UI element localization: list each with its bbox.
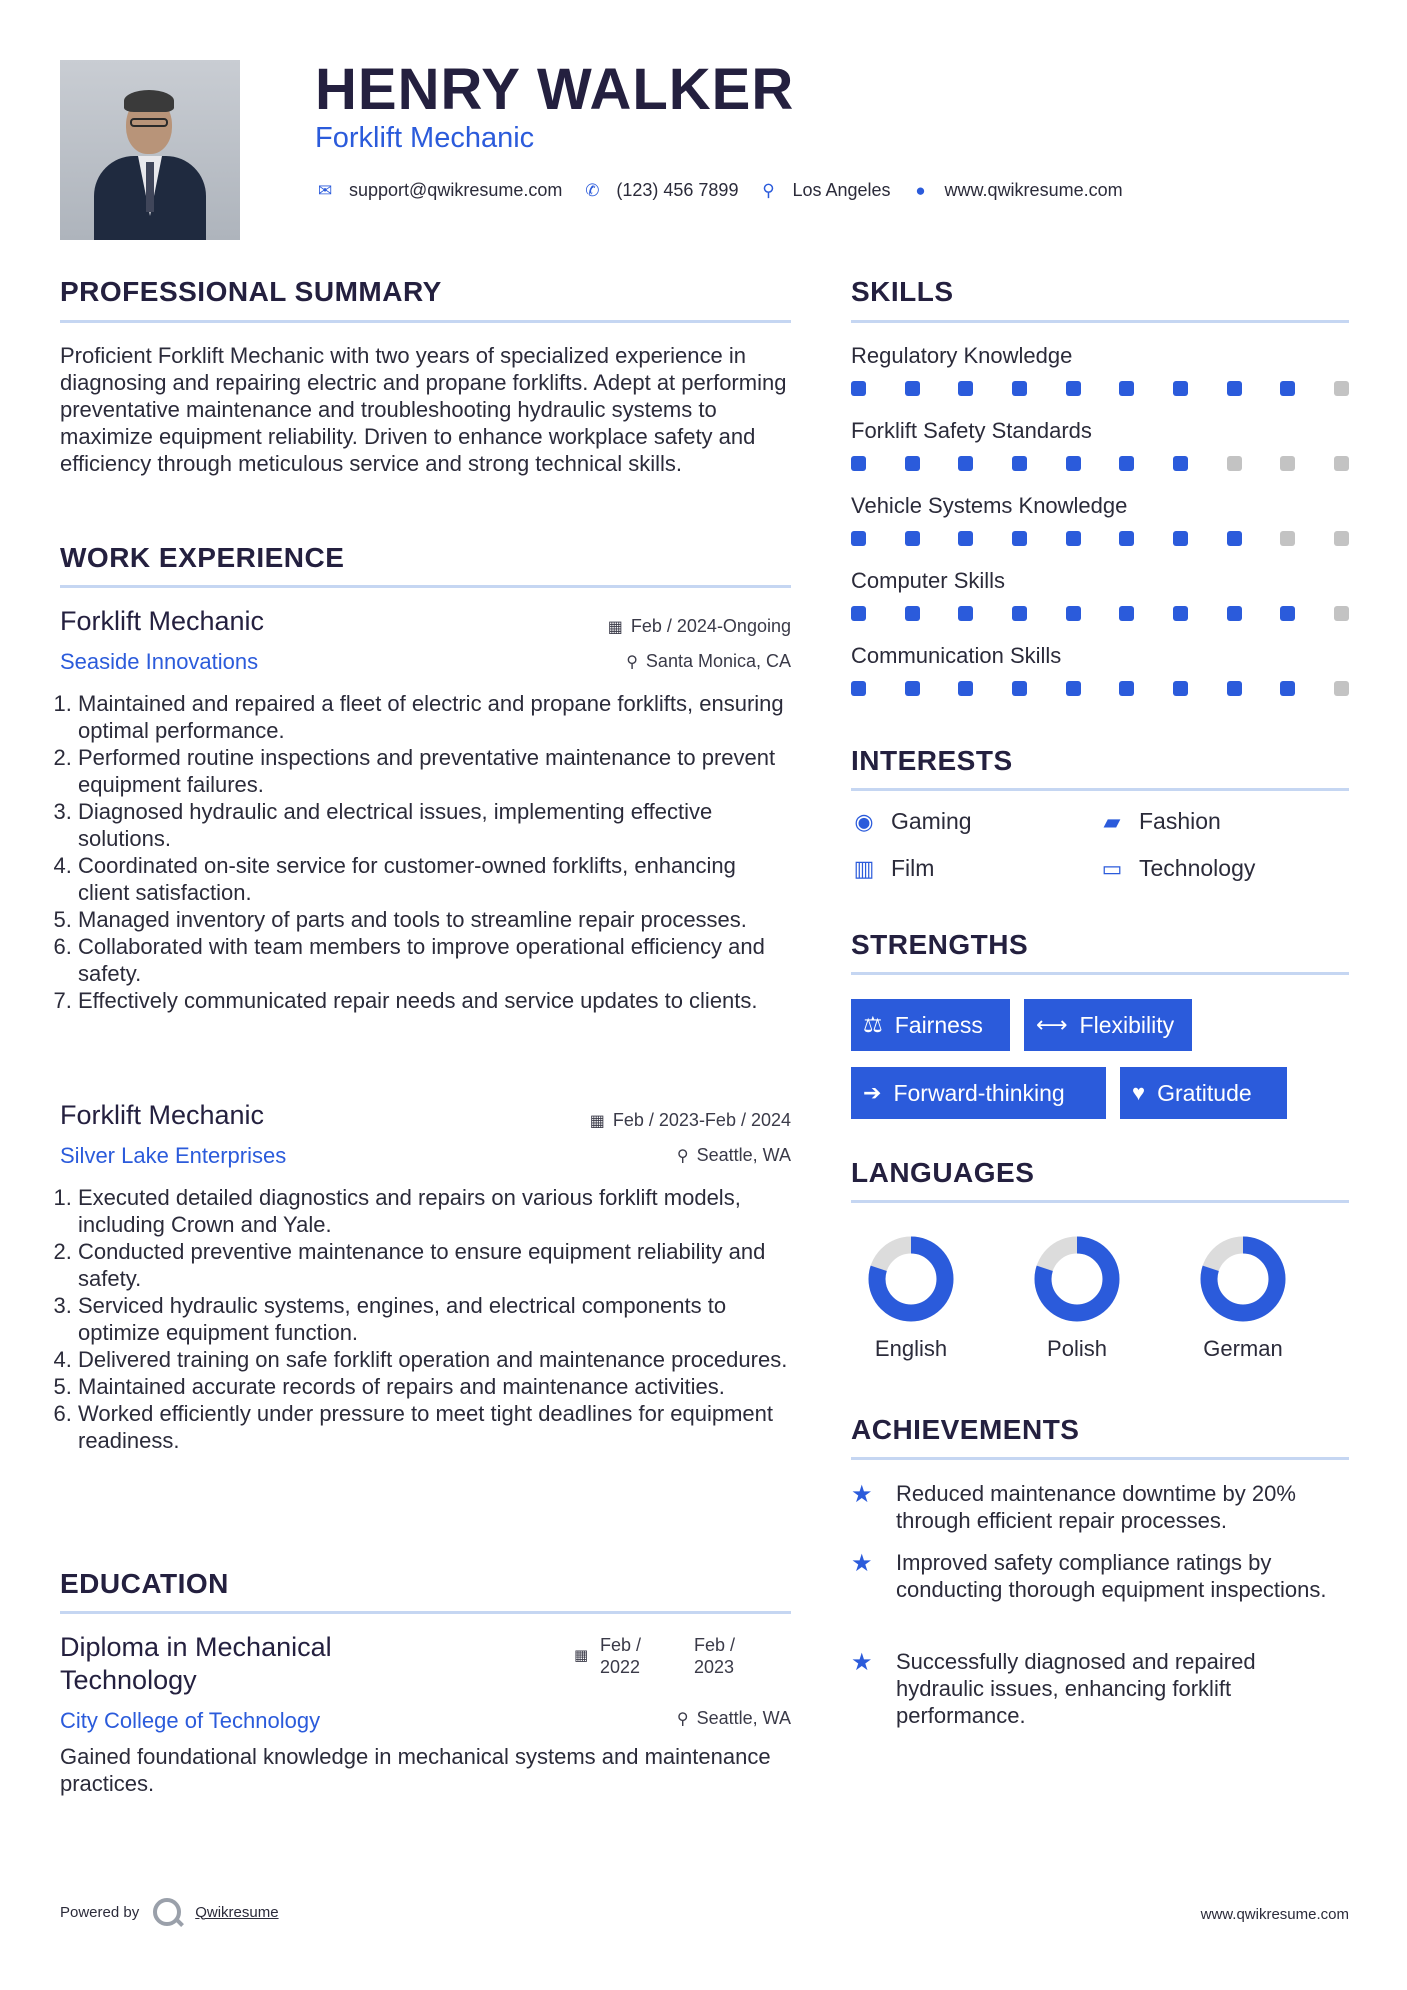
- rating-dot-filled: [1119, 381, 1134, 396]
- rating-dot-filled: [1280, 681, 1295, 696]
- strengths-heading: STRENGTHS: [851, 929, 1029, 960]
- arrows-horizontal-icon: ⟷: [1036, 1012, 1068, 1037]
- balance-scale-icon: ⚖: [863, 1012, 883, 1037]
- pin-icon: ⚲: [676, 1147, 689, 1165]
- skills-heading: SKILLS: [851, 276, 954, 307]
- skill-rating: [851, 381, 1349, 397]
- rating-dot-filled: [1173, 606, 1188, 621]
- job-location: ⚲ Santa Monica, CA: [626, 651, 791, 671]
- rating-dot-filled: [958, 381, 973, 396]
- skill-name: Communication Skills: [851, 643, 1062, 668]
- skill-rating: [851, 606, 1349, 622]
- language-donut: [1034, 1236, 1120, 1322]
- job-duty-item: 5. Maintained accurate records of repairs and maintenance activities.: [78, 1373, 791, 1400]
- pin-icon: ⚲: [676, 1710, 689, 1728]
- skill-rating: [851, 531, 1349, 547]
- rating-dot-filled: [1012, 606, 1027, 621]
- rating-dot-filled: [1280, 606, 1295, 621]
- rating-dot-filled: [1066, 531, 1081, 546]
- achievements-divider: [851, 1457, 1349, 1460]
- rating-dot-filled: [905, 531, 920, 546]
- rating-dot-filled: [958, 531, 973, 546]
- edu-date-start: Feb / 2022: [600, 1635, 642, 1677]
- job-duty-item: 4. Delivered training on safe forklift operation and maintenance procedures.: [78, 1346, 791, 1373]
- achievement-item: ★ Improved safety compliance ratings by conducting thorough equipment inspections.: [851, 1550, 1327, 1602]
- phone-icon: ✆: [585, 180, 600, 200]
- language-item: [1178, 1236, 1308, 1362]
- rating-dot-empty: [1280, 456, 1295, 471]
- rating-dot-filled: [1012, 381, 1027, 396]
- rating-dot-empty: [1334, 681, 1349, 696]
- strength-chip-gratitude: ♥ Gratitude: [1120, 1067, 1287, 1119]
- rating-dot-empty: [1227, 456, 1242, 471]
- achievement-item: ★ Reduced maintenance downtime by 20% through efficient repair processes.: [851, 1481, 1296, 1533]
- calendar-icon: ▦: [589, 1112, 605, 1130]
- arrow-right-icon: ➔: [863, 1080, 882, 1105]
- rating-dot-filled: [958, 681, 973, 696]
- profile-photo: [60, 60, 240, 240]
- summary-heading: PROFESSIONAL SUMMARY: [60, 276, 442, 307]
- calendar-icon: ▦: [607, 618, 623, 636]
- contact-email[interactable]: support@qwikresume.com: [349, 180, 563, 200]
- interest-gaming: ◉ Gaming: [851, 808, 972, 835]
- rating-dot-filled: [958, 606, 973, 621]
- language-donut: [1200, 1236, 1286, 1322]
- experience-divider: [60, 585, 791, 588]
- rating-dot-filled: [1173, 381, 1188, 396]
- language-name: Polish: [1047, 1336, 1107, 1361]
- footer-powered-by: Powered by Qwikresume: [60, 1898, 279, 1926]
- job-date: ▦ Feb / 2024-Ongoing: [607, 616, 791, 636]
- rating-dot-filled: [1227, 381, 1242, 396]
- rating-dot-filled: [905, 456, 920, 471]
- rating-dot-empty: [1334, 531, 1349, 546]
- rating-dot-empty: [1334, 606, 1349, 621]
- rating-dot-filled: [851, 381, 866, 396]
- rating-dot-filled: [905, 381, 920, 396]
- company-name[interactable]: Silver Lake Enterprises: [60, 1143, 287, 1168]
- rating-dot-filled: [1173, 456, 1188, 471]
- skills-divider: [851, 320, 1349, 323]
- strength-chip-flexibility: ⟷ Flexibility: [1024, 999, 1192, 1051]
- summary-text: Proficient Forklift Mechanic with two years of specialized experience in diagnosing and repairing electric and propane forklifts. Adept at performing preventative maintenance and troubleshooting hydraulic systems to maximize equipment reliability. Driven to enhance workplace safety and efficiency through meticulous service and strong technical skills.: [60, 343, 787, 476]
- experience-heading: WORK EXPERIENCE: [60, 542, 345, 573]
- candidate-role: Forklift Mechanic: [315, 122, 535, 154]
- heart-icon: ♥: [1132, 1080, 1146, 1105]
- gamepad-icon: ◉: [854, 808, 874, 834]
- school-name[interactable]: City College of Technology: [60, 1708, 321, 1733]
- strengths-divider: [851, 972, 1349, 975]
- job-duties-list: [60, 690, 791, 1014]
- rating-dot-empty: [1334, 381, 1349, 396]
- rating-dot-filled: [1119, 606, 1134, 621]
- rating-dot-filled: [1012, 456, 1027, 471]
- rating-dot-filled: [1173, 531, 1188, 546]
- rating-dot-filled: [1173, 681, 1188, 696]
- degree-title: Diploma in Mechanical Technology: [60, 1632, 332, 1695]
- edu-date-end: Feb / 2023: [694, 1635, 736, 1677]
- rating-dot-filled: [851, 531, 866, 546]
- qwikresume-logo-icon: [153, 1898, 181, 1926]
- summary-divider: [60, 320, 791, 323]
- interests-divider: [851, 788, 1349, 791]
- education-heading: EDUCATION: [60, 1568, 229, 1599]
- star-icon: ★: [851, 1481, 873, 1508]
- languages-divider: [851, 1200, 1349, 1203]
- job-duty-item: 6. Collaborated with team members to improve operational efficiency and safety.: [78, 933, 791, 987]
- calendar-icon: ▦: [574, 1647, 589, 1664]
- rating-dot-filled: [1227, 606, 1242, 621]
- contact-website[interactable]: www.qwikresume.com: [944, 180, 1123, 200]
- interest-fashion: ▰ Fashion: [1099, 808, 1221, 835]
- pin-icon: ⚲: [626, 653, 638, 671]
- rating-dot-filled: [1280, 381, 1295, 396]
- rating-dot-filled: [1119, 456, 1134, 471]
- shopping-bag-icon: ▰: [1103, 808, 1121, 834]
- job-duty-item: 1. Executed detailed diagnostics and repairs on various forklift models, including Crown and Yale.: [78, 1184, 791, 1238]
- job-duty-item: 3. Serviced hydraulic systems, engines, and electrical components to optimize equipment function.: [78, 1292, 791, 1346]
- skill-rating: [851, 456, 1349, 472]
- rating-dot-filled: [1227, 681, 1242, 696]
- job-duty-item: 3. Diagnosed hydraulic and electrical issues, implementing effective solutions.: [78, 798, 791, 852]
- job-duty-item: 4. Coordinated on-site service for customer-owned forklifts, enhancing client satisfaction.: [78, 852, 791, 906]
- rating-dot-filled: [1066, 381, 1081, 396]
- film-icon: ▥: [853, 855, 875, 881]
- laptop-icon: ▭: [1101, 855, 1123, 881]
- skill-name: Vehicle Systems Knowledge: [851, 493, 1128, 518]
- job-title: Forklift Mechanic: [60, 606, 265, 636]
- job-duty-item: 7. Effectively communicated repair needs and service updates to clients.: [78, 987, 791, 1014]
- rating-dot-empty: [1280, 531, 1295, 546]
- contact-phone[interactable]: (123) 456 7899: [616, 180, 739, 200]
- edu-location: ⚲ Seattle, WA: [676, 1708, 791, 1728]
- footer-website-link[interactable]: www.qwikresume.com: [1200, 1906, 1349, 1923]
- job-duty-item: 6. Worked efficiently under pressure to meet tight deadlines for equipment readiness.: [78, 1400, 791, 1454]
- achievements-heading: ACHIEVEMENTS: [851, 1414, 1080, 1445]
- skill-name: Regulatory Knowledge: [851, 343, 1073, 368]
- candidate-name: HENRY WALKER: [315, 57, 795, 122]
- rating-dot-filled: [958, 456, 973, 471]
- language-name: English: [874, 1336, 948, 1361]
- contact-location: Los Angeles: [792, 180, 891, 200]
- language-item: [1012, 1236, 1142, 1362]
- rating-dot-filled: [1012, 531, 1027, 546]
- rating-dot-filled: [1066, 456, 1081, 471]
- rating-dot-filled: [1227, 531, 1242, 546]
- interest-technology: ▭ Technology: [1099, 855, 1255, 882]
- job-duty-item: 2. Conducted preventive maintenance to ensure equipment reliability and safety.: [78, 1238, 791, 1292]
- star-icon: ★: [851, 1649, 873, 1676]
- skill-name: Computer Skills: [851, 568, 1006, 593]
- job-duty-item: 2. Performed routine inspections and preventative maintenance to prevent equipment failures.: [78, 744, 791, 798]
- map-pin-icon: ⚲: [762, 180, 775, 200]
- achievement-item: ★ Successfully diagnosed and repaired hydraulic issues, enhancing forklift performance.: [851, 1649, 1256, 1728]
- skill-name: Forklift Safety Standards: [851, 418, 1092, 443]
- job-duty-item: 5. Managed inventory of parts and tools to streamline repair processes.: [78, 906, 791, 933]
- rating-dot-filled: [905, 606, 920, 621]
- rating-dot-filled: [1119, 681, 1134, 696]
- globe-icon: ●: [915, 180, 926, 200]
- interest-film: ▥ Film: [851, 855, 934, 882]
- rating-dot-filled: [905, 681, 920, 696]
- skill-rating: [851, 681, 1349, 697]
- envelope-icon: ✉: [317, 180, 333, 200]
- language-item: [846, 1236, 976, 1362]
- rating-dot-filled: [1119, 531, 1134, 546]
- rating-dot-filled: [1066, 606, 1081, 621]
- education-text: Gained foundational knowledge in mechanical systems and maintenance practices.: [60, 1744, 771, 1796]
- strength-chip-forward-thinking: ➔ Forward-thinking: [851, 1067, 1106, 1119]
- interests-heading: INTERESTS: [851, 745, 1013, 776]
- education-divider: [60, 1611, 791, 1614]
- strength-chip-fairness: ⚖ Fairness: [851, 999, 1010, 1051]
- rating-dot-filled: [851, 606, 866, 621]
- rating-dot-filled: [1066, 681, 1081, 696]
- job-duties-list: [60, 1184, 791, 1454]
- job-date: ▦ Feb / 2023-Feb / 2024: [589, 1110, 791, 1130]
- job-title: Forklift Mechanic: [60, 1100, 265, 1130]
- language-name: German: [1203, 1336, 1283, 1361]
- language-donut: [868, 1236, 954, 1322]
- rating-dot-filled: [851, 456, 866, 471]
- job-duty-item: 1. Maintained and repaired a fleet of electric and propane forklifts, ensuring optimal performance.: [78, 690, 791, 744]
- star-icon: ★: [851, 1550, 873, 1577]
- company-name[interactable]: Seaside Innovations: [60, 649, 259, 674]
- languages-heading: LANGUAGES: [851, 1157, 1035, 1188]
- job-location: ⚲ Seattle, WA: [676, 1145, 791, 1165]
- rating-dot-filled: [851, 681, 866, 696]
- rating-dot-empty: [1334, 456, 1349, 471]
- footer-brand-link[interactable]: Qwikresume: [195, 1903, 279, 1921]
- rating-dot-filled: [1012, 681, 1027, 696]
- contact-bar: [315, 180, 1143, 201]
